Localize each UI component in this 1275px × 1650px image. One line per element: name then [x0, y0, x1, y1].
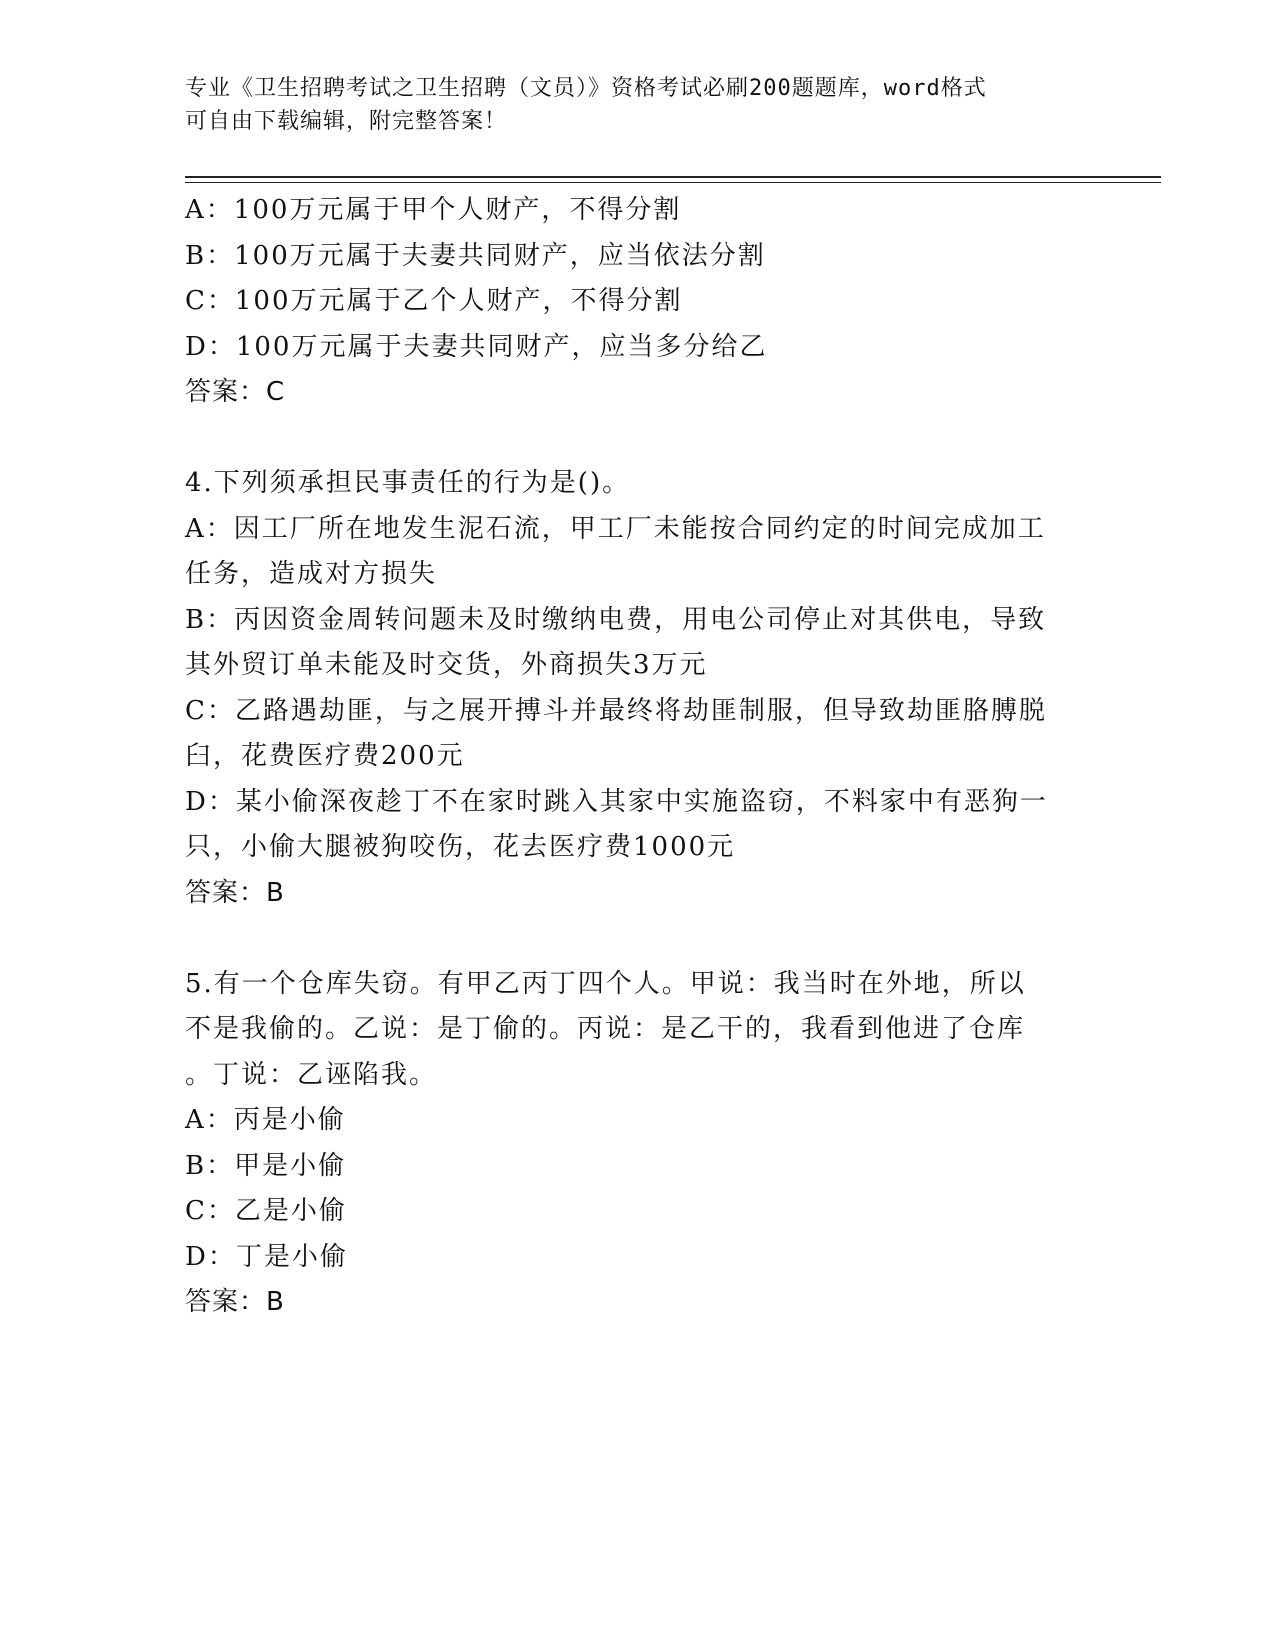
q5-stem-line-2: 不是我偷的。乙说：是丁偷的。丙说：是乙干的，我看到他进了仓库	[185, 1014, 1026, 1044]
q4-option-c-line-2: 臼，花费医疗费200元	[185, 741, 465, 771]
question-content	[185, 188, 1085, 1326]
q4-option-a-line-1: A：因工厂所在地发生泥石流，甲工厂未能按合同约定的时间完成加工	[185, 513, 1046, 544]
question-3-block	[185, 188, 1085, 416]
header-title-line-2: 可自由下载编辑，附完整答案！	[185, 109, 508, 134]
q4-option-b-line-2: 其外贸订单未能及时交货，外商损失3万元	[185, 650, 708, 680]
q4-stem: 4.下列须承担民事责任的行为是()。	[185, 468, 631, 498]
header-divider-thick	[185, 176, 1161, 178]
q5-option-b: B：甲是小偷	[185, 1150, 347, 1181]
q3-option-a: A：100万元属于甲个人财产，不得分割	[185, 195, 682, 225]
question-spacer	[185, 916, 1085, 962]
q4-option-c-line-1: C：乙路遇劫匪，与之展开搏斗并最终将劫匪制服，但导致劫匪胳膊脱	[185, 695, 1047, 726]
q5-option-d: D：丁是小偷	[185, 1241, 348, 1272]
header-divider-thin	[185, 182, 1161, 183]
question-4-block	[185, 461, 1085, 916]
q5-stem-line-1: 5.有一个仓库失窃。有甲乙丙丁四个人。甲说：我当时在外地，所以	[185, 968, 1026, 999]
q4-answer: 答案：B	[185, 877, 285, 908]
q4-option-d-line-2: 只，小偷大腿被狗咬伤，花去医疗费1000元	[185, 832, 736, 862]
q3-option-b: B：100万元属于夫妻共同财产，应当依法分割	[185, 240, 766, 271]
q5-stem-line-3: 。丁说：乙诬陷我。	[185, 1059, 438, 1090]
q3-answer: 答案：C	[185, 377, 286, 407]
document-header	[185, 72, 1065, 138]
q4-option-b-line-1: B：丙因资金周转问题未及时缴纳电费，用电公司停止对其供电，导致	[185, 604, 1047, 635]
header-title-line-1: 专业《卫生招聘考试之卫生招聘（文员）》资格考试必刷200题题库，word格式	[185, 76, 987, 101]
q5-answer: 答案：B	[185, 1287, 285, 1317]
q3-option-d: D：100万元属于夫妻共同财产，应当多分给乙	[185, 331, 768, 362]
q3-option-c: C：100万元属于乙个人财产，不得分割	[185, 286, 683, 316]
question-spacer	[185, 416, 1085, 462]
q4-option-d-line-1: D：某小偷深夜趁丁不在家时跳入其家中实施盗窃，不料家中有恶狗一	[185, 786, 1048, 817]
q5-option-c: C：乙是小偷	[185, 1196, 347, 1226]
q4-option-a-line-2: 任务，造成对方损失	[185, 559, 438, 589]
question-5-block	[185, 962, 1085, 1326]
q5-option-a: A：丙是小偷	[185, 1105, 346, 1135]
